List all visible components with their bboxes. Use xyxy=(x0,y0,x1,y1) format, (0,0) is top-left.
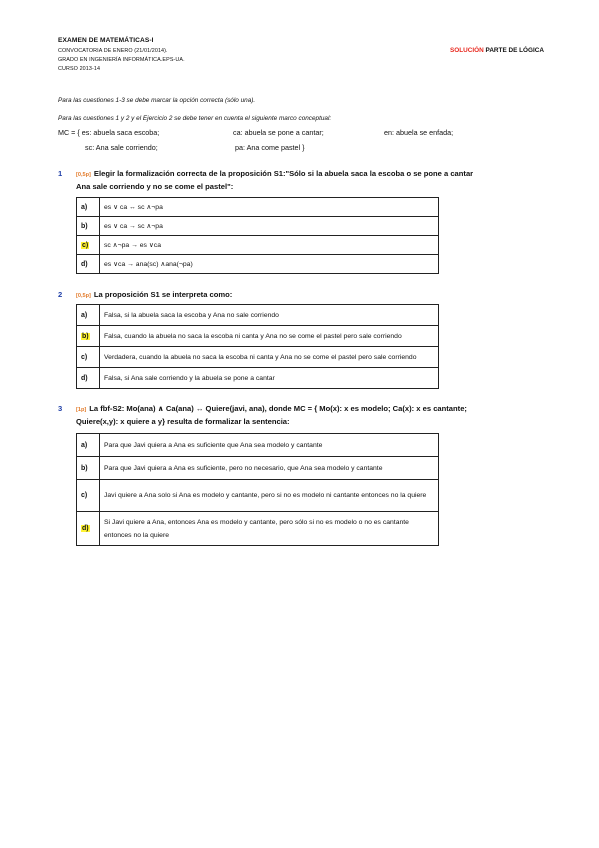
framework-mc: MC = { es: abuela saca escoba; xyxy=(58,128,160,137)
instructions-line-1: Para las cuestiones 1-3 se debe marcar la opción correcta (sólo una). xyxy=(58,97,256,104)
correct-answer-highlight: d) xyxy=(82,525,89,532)
question-1-points: [0,5p] xyxy=(76,172,91,178)
option-row-correct[interactable] xyxy=(77,512,439,546)
solution-heading xyxy=(450,47,544,54)
option-text: sc ∧¬pa → es ∨ca xyxy=(100,236,439,255)
question-2-line-1: La proposición S1 se interpreta como: xyxy=(93,290,233,299)
instructions-line-2: Para las cuestiones 1 y 2 y el Ejercicio 2 se debe tener en cuenta el siguiente marco conceptual: xyxy=(58,115,332,122)
option-row[interactable] xyxy=(77,457,439,480)
correct-answer-highlight: b) xyxy=(82,332,89,340)
option-text: es ∨ca → ana(sc) ∧ana(¬pa) xyxy=(100,255,439,274)
question-2-points: [0,5p] xyxy=(76,293,91,299)
option-text: Para que Javi quiera a Ana es suficiente que Ana sea modelo y cantante xyxy=(100,434,439,457)
option-text: es ∨ ca → sc ∧¬pa xyxy=(100,217,439,236)
option-row[interactable] xyxy=(77,305,439,326)
question-1-text xyxy=(76,168,546,192)
option-text: Falsa, si la abuela saca la escoba y Ana no sale corriendo xyxy=(100,305,439,326)
option-row[interactable] xyxy=(77,217,439,236)
option-row[interactable] xyxy=(77,480,439,512)
option-label: d) xyxy=(77,255,100,274)
option-label: a) xyxy=(77,305,100,326)
option-row-correct[interactable] xyxy=(77,326,439,347)
question-1-line-1: Elegir la formalización correcta de la proposición S1:"Sólo si la abuela saca la escoba o se pone a cantar xyxy=(93,169,474,178)
question-3-number: 3 xyxy=(58,404,63,413)
option-text: es ∨ ca ↔ sc ∧¬pa xyxy=(100,198,439,217)
option-label-correct xyxy=(77,326,100,347)
correct-answer-highlight: c) xyxy=(82,241,89,249)
option-text: Si Javi quiere a Ana, entonces Ana es modelo y cantante, pero sólo si no es modelo o no es cantante entonces no la quiere xyxy=(100,512,439,546)
solution-part: PARTE DE LÓGICA xyxy=(485,47,544,54)
exam-course: CURSO 2013-14 xyxy=(58,66,101,72)
option-label: b) xyxy=(77,217,100,236)
exam-degree: GRADO EN INGENIERÍA INFORMÁTICA.EPS-UA. xyxy=(58,57,185,63)
option-row[interactable] xyxy=(77,347,439,368)
question-2-text xyxy=(76,289,546,302)
option-row[interactable] xyxy=(77,255,439,274)
framework-pa: pa: Ana come pastel } xyxy=(235,143,305,152)
option-label-correct xyxy=(77,236,100,255)
option-row[interactable] xyxy=(77,434,439,457)
option-label: c) xyxy=(77,347,100,368)
option-text: Verdadera, cuando la abuela no saca la escoba ni canta y Ana no se come el pastel pero sale corriendo xyxy=(100,347,439,368)
question-3-line-2: Quiere(x,y): x quiere a y} resulta de formalizar la sentencia: xyxy=(76,417,290,426)
question-1-line-2: Ana sale corriendo y no se come el pastel": xyxy=(76,182,234,191)
option-text: Para que Javi quiera a Ana es suficiente, pero no necesario, que Ana sea modelo y cantante xyxy=(100,457,439,480)
question-2-number: 2 xyxy=(58,290,63,299)
option-label: c) xyxy=(77,480,100,512)
question-3-options xyxy=(76,433,439,546)
exam-title: EXAMEN DE MATEMÁTICAS-I xyxy=(58,37,154,44)
option-label: a) xyxy=(77,434,100,457)
question-3-points: [1p] xyxy=(76,407,87,413)
option-text: Falsa, cuando la abuela no saca la escoba ni canta y Ana no se come el pastel pero sale corriendo xyxy=(100,326,439,347)
question-3-text xyxy=(76,403,546,427)
option-label: a) xyxy=(77,198,100,217)
question-1-options xyxy=(76,197,439,274)
option-text: Falsa, si Ana sale corriendo y la abuela se pone a cantar xyxy=(100,368,439,389)
question-3-line-1: La fbf-S2: Mo(ana) ∧ Ca(ana) ↔ Quiere(javi, ana), donde MC = { Mo(x): x es modelo; Ca(x): x es cantante; xyxy=(89,404,467,413)
option-row[interactable] xyxy=(77,198,439,217)
option-row-correct[interactable] xyxy=(77,236,439,255)
option-text: Javi quiere a Ana solo si Ana es modelo y cantante, pero si no es modelo ni cantante entonces no la quiere xyxy=(100,480,439,512)
framework-ca: ca: abuela se pone a cantar; xyxy=(233,128,324,137)
option-label: d) xyxy=(77,368,100,389)
framework-sc: sc: Ana sale corriendo; xyxy=(85,143,158,152)
question-2-options xyxy=(76,304,439,389)
option-label: b) xyxy=(77,457,100,480)
option-label-correct xyxy=(77,512,100,546)
solution-label: SOLUCIÓN xyxy=(450,47,484,54)
option-row[interactable] xyxy=(77,368,439,389)
framework-en: en: abuela se enfada; xyxy=(384,128,454,137)
exam-session: CONVOCATORIA DE ENERO (21/01/2014). xyxy=(58,48,168,54)
question-1-number: 1 xyxy=(58,169,63,178)
